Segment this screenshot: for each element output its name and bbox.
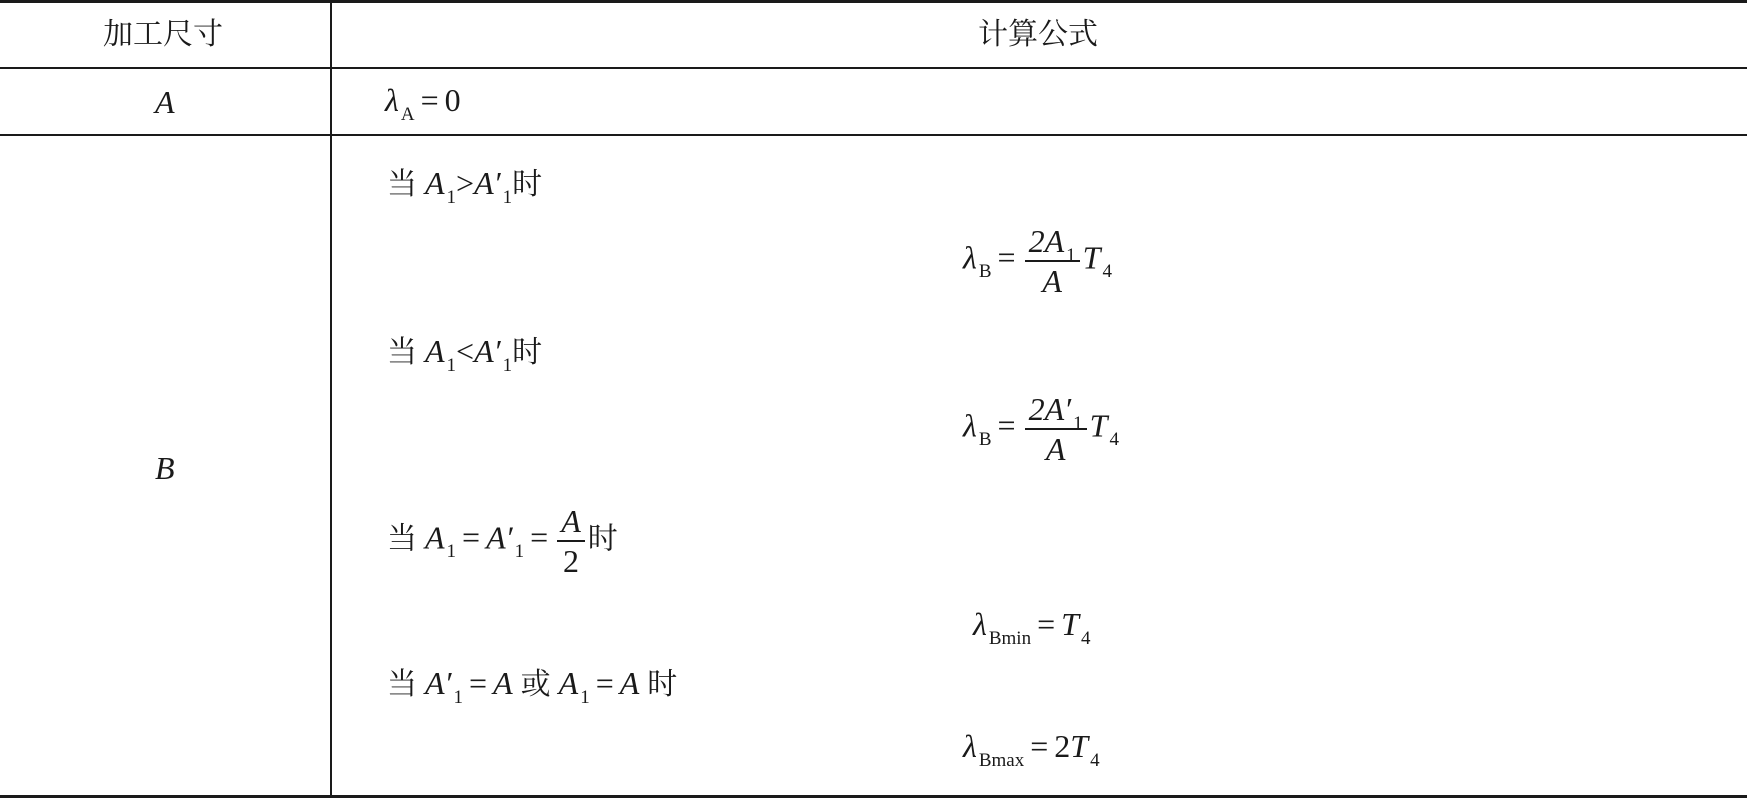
fraction-2: $\frac{2A' _1}{A}$	[1025, 393, 1087, 465]
header-col-formula: 计算公式	[978, 17, 1098, 52]
row-a-formula: λ $_A$ = 0	[385, 82, 461, 125]
fraction-1: $\frac{2A _1}{A}$	[1025, 225, 1080, 297]
header-bottom-border	[0, 67, 1747, 69]
formula-1: λ $_B$ = $\frac{2A _1}{A}$ T $_4$	[963, 223, 1112, 299]
header-col-processing-size: 加工尺寸	[103, 17, 223, 52]
formula-2: λ $_B$ = $\frac{2A' _1}{A}$ T $_4$	[963, 391, 1119, 467]
condition-4: 当 A′ $_1$ = A 或 A $_1$ = A 时	[387, 665, 678, 708]
row-b-label: B	[155, 450, 175, 486]
condition-2: 当 A $_1$<A′ $_1$时	[387, 333, 543, 376]
condition-1: 当 A $_1$>A′ $_1$时	[387, 165, 543, 208]
condition-3: 当 A $_1$ = A′ $_1$ = $\frac{A}{2}$ 时	[387, 503, 618, 579]
table-top-border	[0, 0, 1747, 3]
formula-4: λ $_{Bmax}$ = 2T $_4$	[963, 728, 1100, 771]
row-a-label: A	[155, 84, 175, 120]
row-a-bottom-border	[0, 134, 1747, 136]
formula-3: λ $_{Bmin}$ = T $_4$	[973, 606, 1091, 649]
fraction-3: $\frac{A}{2}$	[557, 505, 585, 577]
column-divider	[330, 0, 332, 798]
